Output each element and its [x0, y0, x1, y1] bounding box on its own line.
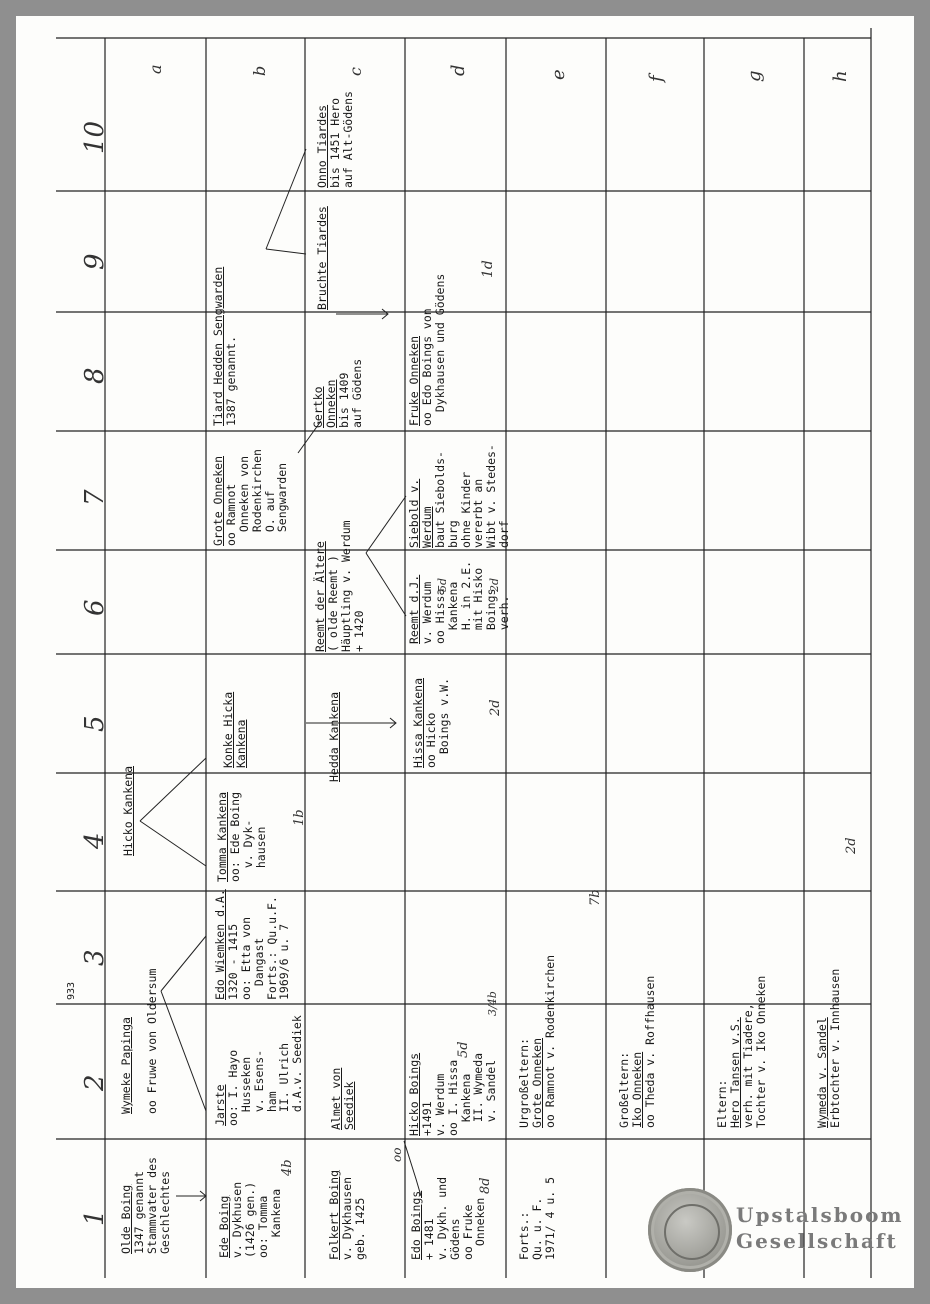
entry-fruke-onneken: Fruke Onneken oo Edo Boings von Dykhausen und Gödens [407, 273, 447, 426]
entry-hissa-kankena: Hissa Kankena oo Hicko Boings v.W. [411, 677, 451, 768]
entry-edo-wiemken: Edo Wiemken d.A. 1320 - 1415 oo: Etta von Dangast Forts.: Qu.u.F. 1969/6 u. 7 [213, 889, 292, 1000]
entry-bruchte-tiardes: Bruchte Tiardes [315, 206, 329, 310]
entry-konke-hicka: Konke Hicka Kankena [221, 691, 248, 768]
col-number-6: 6 [80, 599, 110, 616]
entry-tomma-kankena: Tomma Kankena oo: Ede Boing v. Dyk- hausen [215, 791, 268, 882]
note-urgross-ref: 7b [588, 889, 603, 906]
col-number-3: 3 [80, 949, 110, 966]
publisher-line-1: Upstalsboom [736, 1203, 904, 1227]
entry-reemt-dj: Reemt d.J. v. Werdum oo Hissa Kankena H. in 2.E. mit Hisko Boings verh. [407, 560, 512, 644]
entry-eltern: Eltern: Hero Tansen v.S. verh. mit Tiadere, Tochter v. Iko Onneken [715, 975, 768, 1128]
entry-jarste: Jarste oo: I. Hayo Husseken v. Esens- ham II. Ulrich d.A.v. Seediek [213, 1015, 305, 1126]
row-letter-f: f [646, 75, 667, 82]
entry-grote-onneken: Grote Onneken oo Ramnot Onneken von Rodenkirchen O. auf Sengwarden [211, 449, 290, 546]
col-number-7: 7 [80, 489, 110, 506]
entry-wymeke-papinga: Wymeke Papinga oo Fruwe von Oldersum [119, 968, 159, 1114]
note-reemt-ref2: 2d [488, 577, 501, 592]
col-number-4: 4 [80, 832, 110, 849]
entry-edo-boing: Ede Boing v. Dykhusen (1426 gen.) oo: Tomma Kankena [217, 1181, 283, 1258]
entry-folkert-boing: Folkert Boing v. Dykhausen geb. 1425 [327, 1169, 367, 1260]
row-letter-a: a [146, 64, 165, 74]
entry-tiard-hedden: Tiard Hedden Sengwarden 1387 genannt. [211, 266, 238, 426]
page-number: 933 [66, 981, 77, 1000]
col-number-5: 5 [80, 715, 110, 732]
row-letter-d: d [448, 64, 469, 76]
row-letter-g: g [744, 70, 765, 82]
col-number-1: 1 [80, 1209, 110, 1226]
note-hicko-ref: 5d [456, 1041, 471, 1058]
note-bruchte-ref: 1d [480, 260, 496, 278]
row-letter-c: c [346, 67, 365, 76]
entry-grosseltern: Großeltern: Iko Onneken oo Theda v. Roffhausen [617, 975, 657, 1128]
note-edo-d-ref: 8d [478, 1177, 493, 1194]
seal-logo [648, 1188, 732, 1272]
entry-hedda-kankena: Hedda Kankena [327, 691, 341, 782]
entry-hicko-boings: Hicko Boings +1491 v. Werdum oo I. Hissa Kankena II. Wymeda v. Sandel [407, 1052, 499, 1136]
entry-edo-boings: Edo Boings + 1481 v. Dykh. und Gödens oo Fruke Onneken [409, 1176, 488, 1260]
entry-fortsetzung: Forts.: Qu. u. F. 1971/ 4 u. 5 [517, 1176, 557, 1260]
row-letter-e: e [548, 69, 569, 80]
col-number-8: 8 [80, 367, 110, 384]
note-hissa-ref: 2d [488, 699, 503, 716]
entry-olde-boing: Olde Boing 1347 genannt Stammvater des Geschlechtes [119, 1157, 172, 1254]
note-hicko-ref2: 3/4b [486, 991, 499, 1016]
document-sheet [16, 16, 914, 1288]
note-oo-mark: oo [390, 1147, 404, 1162]
entry-hicko-kankena: Hicko Kankena [121, 765, 135, 856]
row-letter-h: h [830, 70, 851, 82]
col-number-9: 9 [80, 253, 110, 270]
entry-urgrosseltern: Urgroßeltern: Grote Onneken oo Ramnot v. Rodenkirchen [517, 954, 557, 1128]
entry-gertko: Gertko Onneken bis 1409 auf Gödens [311, 358, 364, 428]
note-folkert-ref: 4b [280, 1159, 295, 1176]
publisher-name [736, 1202, 904, 1254]
col-number-10: 10 [80, 120, 110, 154]
entry-onno-tiardes: Onno Tiardes bis 1451 Hero auf Alt-Gödens [315, 91, 355, 188]
note-tomma-ref: 1b [292, 809, 307, 826]
col-number-2: 2 [80, 1074, 110, 1091]
note-wymeda-ref: 2d [844, 837, 859, 854]
entry-wymeda-sandel: Wymeda v. Sandel Erbtochter v. Innhausen [815, 968, 842, 1128]
publisher-line-2: Gesellschaft [736, 1229, 898, 1253]
entry-siebold: Siebold v. Werdum baut Siebolds- burg ohne Kinder vererbt an Wibt v. Stedes- dorf [407, 444, 512, 548]
note-reemt-ref1: 5d [436, 577, 449, 592]
entry-almet: Almet von Seediek [329, 1067, 356, 1130]
entry-reemt-altere: Reemt der Ältere ( olde Reemt ) Häuptling v. Werdum + 1420 [313, 520, 366, 652]
row-letter-b: b [250, 65, 269, 76]
